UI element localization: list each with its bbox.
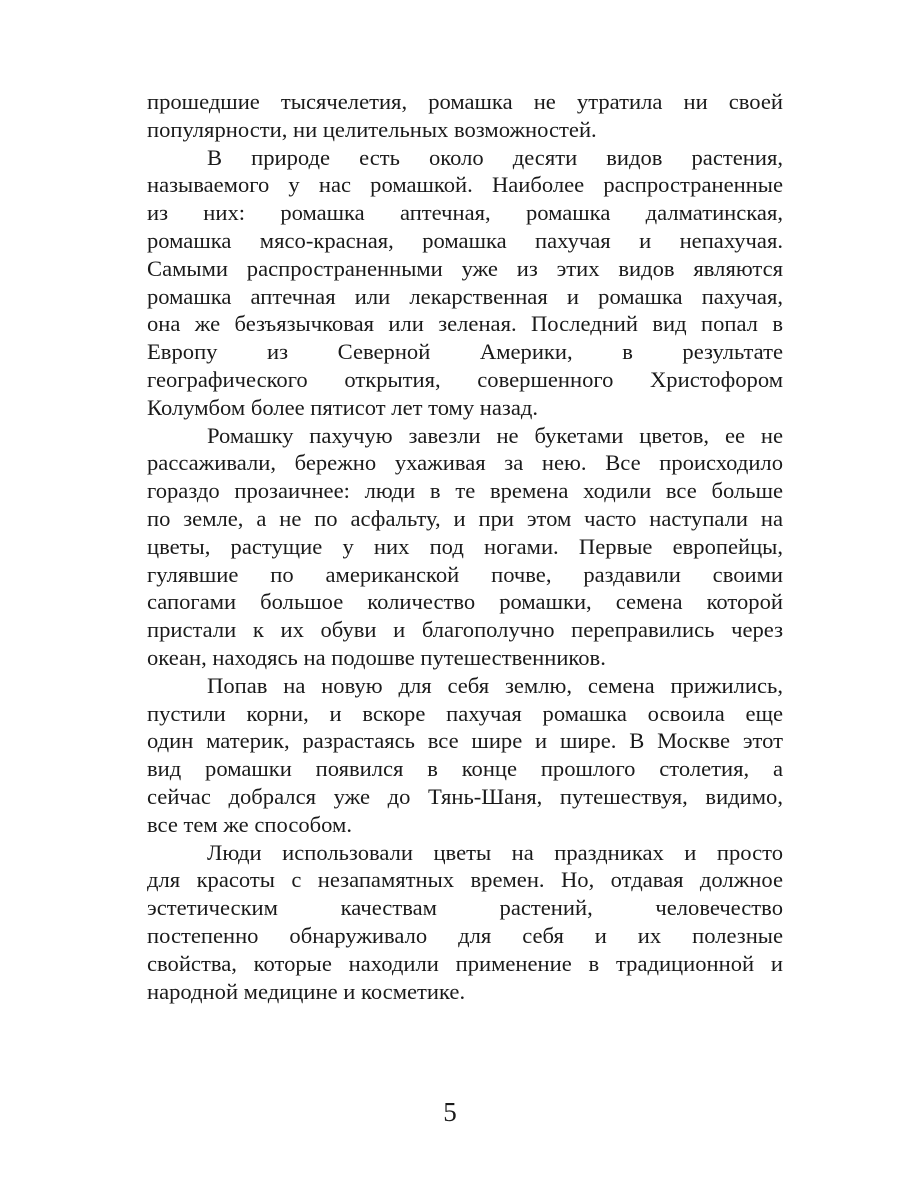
text-line: сапогами большое количество ромашки, семена которой (147, 589, 783, 615)
paragraph-end-line: популярности, ни целительных возможностей. (147, 116, 597, 142)
paragraph-end-line: народной медицине и косметике. (147, 978, 466, 1004)
text-line: эстетическим качествам растений, человечество (147, 895, 783, 921)
text-line: сейчас добрался уже до Тянь-Шаня, путешествуя, видимо, (147, 783, 783, 809)
text-line: гораздо прозаичнее: люди в те времена ходили все больше (147, 478, 783, 504)
paragraph-start-line: Попав на новую для себя землю, семена прижились, (207, 672, 783, 698)
paragraph-start-line: Ромашку пахучую завезли не букетами цветов, ее не (207, 422, 783, 448)
paragraph-start-line: Люди использовали цветы на праздниках и просто (207, 839, 783, 865)
paragraph-end-line: все тем же способом. (147, 811, 352, 837)
text-line: свойства, которые находили применение в традиционной и (147, 950, 783, 976)
text-line: Европу из Северной Америки, в результате (147, 339, 783, 365)
text-line: пустили корни, и вскоре пахучая ромашка освоила еще (147, 700, 783, 726)
body-text (147, 88, 783, 1005)
text-line: вид ромашки появился в конце прошлого столетия, а (147, 756, 783, 782)
text-line: географического открытия, совершенного Христофором (147, 366, 783, 392)
text-line: для красоты с незапамятных времен. Но, отдавая должное (147, 867, 783, 893)
text-line: называемого у нас ромашкой. Наиболее распространенные (147, 172, 783, 198)
paragraph-end-line: Колумбом более пятисот лет тому назад. (147, 394, 539, 420)
text-line: рассаживали, бережно ухаживая за нею. Все происходило (147, 450, 783, 476)
paragraph-start-line: В природе есть около десяти видов растения, (207, 144, 783, 170)
text-line: пристали к их обуви и благополучно переправились через (147, 617, 783, 643)
text-line: по земле, а не по асфальту, и при этом часто наступали на (147, 505, 783, 531)
text-line: ромашка аптечная или лекарственная и ромашка пахучая, (147, 283, 783, 309)
text-line: цветы, растущие у них под ногами. Первые европейцы, (147, 533, 783, 559)
text-line: прошедшие тысячелетия, ромашка не утратила ни своей (147, 89, 783, 114)
page-number: 5 (443, 1097, 457, 1127)
text-line: ромашка мясо-красная, ромашка пахучая и непахучая. (147, 227, 783, 253)
paragraph-end-line: океан, находясь на подошве путешественников. (147, 644, 606, 670)
text-line: один материк, разрастаясь все шире и шире. В Москве этот (147, 728, 783, 754)
text-line: она же безъязычковая или зеленая. Последний вид попал в (147, 311, 783, 337)
text-line: постепенно обнаруживало для себя и их полезные (147, 922, 783, 948)
text-line: из них: ромашка аптечная, ромашка далматинская, (147, 200, 783, 226)
text-line: Самыми распространенными уже из этих видов являются (147, 255, 783, 281)
text-line: гулявшие по американской почве, раздавили своими (147, 561, 783, 587)
